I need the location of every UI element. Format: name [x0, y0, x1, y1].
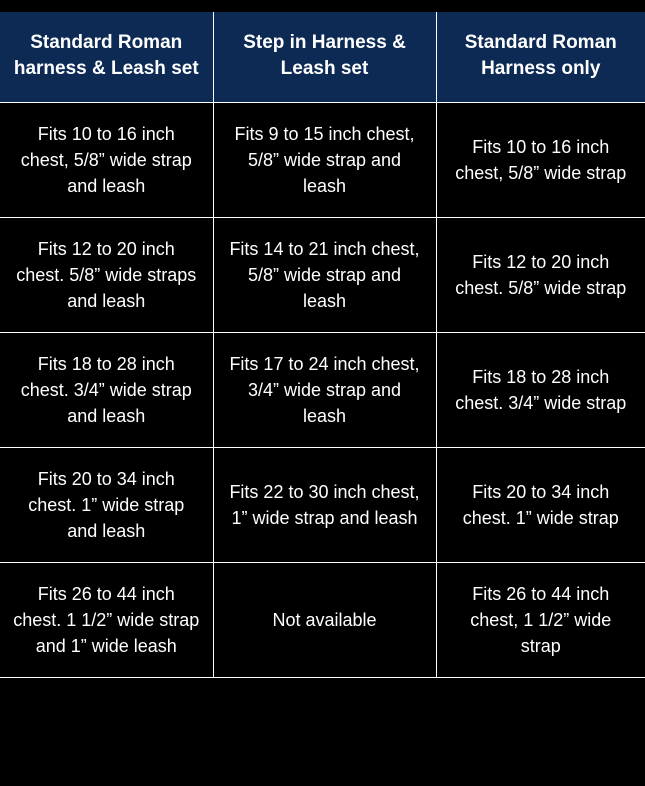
table-cell: Fits 20 to 34 inch chest. 1” wide strap: [436, 448, 645, 563]
table-cell: Fits 9 to 15 inch chest, 5/8” wide strap and leash: [213, 103, 436, 218]
table-row: [0, 333, 645, 448]
table-cell: Fits 12 to 20 inch chest. 5/8” wide straps and leash: [0, 218, 213, 333]
table-cell: Fits 14 to 21 inch chest, 5/8” wide strap and leash: [213, 218, 436, 333]
table-row: [0, 103, 645, 218]
table-header: [0, 12, 645, 103]
table-cell: Fits 17 to 24 inch chest, 3/4” wide strap and leash: [213, 333, 436, 448]
table-cell: Fits 10 to 16 inch chest, 5/8” wide strap: [436, 103, 645, 218]
size-chart-table: [0, 12, 645, 677]
table-cell: Fits 12 to 20 inch chest. 5/8” wide strap: [436, 218, 645, 333]
table-body: [0, 103, 645, 678]
table-bottom-divider: [0, 677, 645, 678]
table-cell: Fits 18 to 28 inch chest. 3/4” wide strap: [436, 333, 645, 448]
table-cell: Fits 18 to 28 inch chest. 3/4” wide strap and leash: [0, 333, 213, 448]
table-row: [0, 218, 645, 333]
table-cell: Fits 20 to 34 inch chest. 1” wide strap and leash: [0, 448, 213, 563]
table-cell: Fits 22 to 30 inch chest, 1” wide strap and leash: [213, 448, 436, 563]
table-row: [0, 448, 645, 563]
table-cell: Not available: [213, 563, 436, 678]
header-row: [0, 12, 645, 103]
table-cell: Fits 26 to 44 inch chest. 1 1/2” wide strap and 1” wide leash: [0, 563, 213, 678]
table-cell: Fits 26 to 44 inch chest, 1 1/2” wide strap: [436, 563, 645, 678]
size-chart-page: [0, 12, 645, 786]
column-header-standard-roman-harness-only: Standard Roman Harness only: [436, 12, 645, 103]
column-header-standard-roman-harness-leash-set: Standard Roman harness & Leash set: [0, 12, 213, 103]
table-row: [0, 563, 645, 678]
table-cell: Fits 10 to 16 inch chest, 5/8” wide strap and leash: [0, 103, 213, 218]
column-header-step-in-harness-leash-set: Step in Harness & Leash set: [213, 12, 436, 103]
